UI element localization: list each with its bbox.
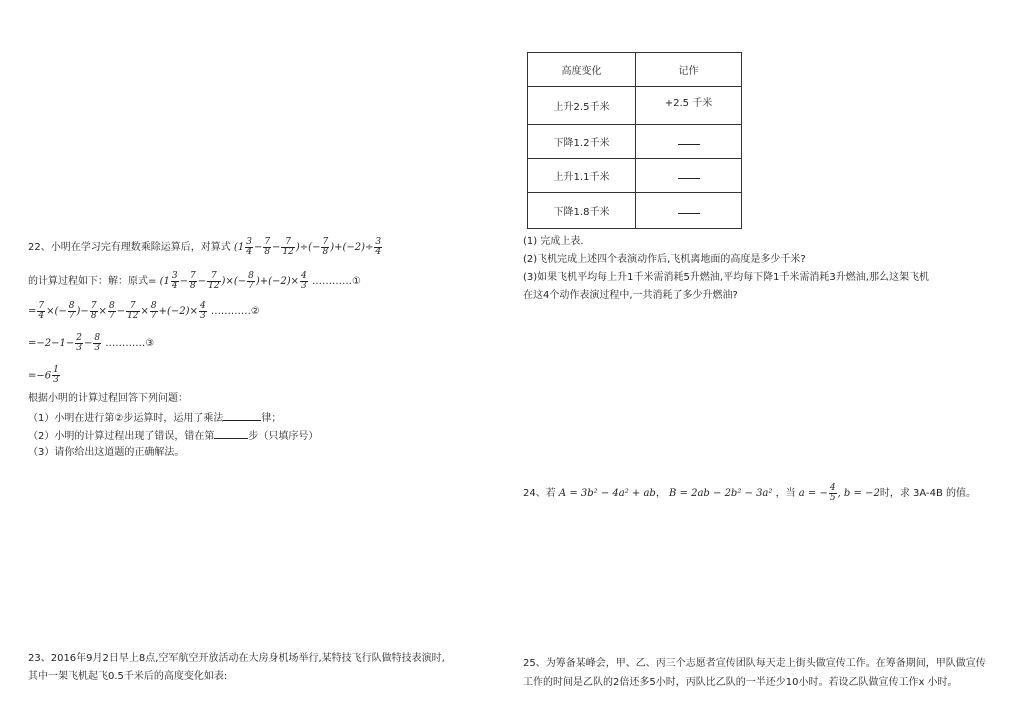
table-cell-record — [636, 87, 742, 125]
q22-sub2-tail: 步（只填序号） — [248, 431, 319, 442]
table-cell-change: 下降1.2千米 — [528, 125, 636, 159]
record-blank[interactable] — [678, 204, 700, 214]
q24-condition: a = − $\frac{4}{5}$ , b = −2 — [798, 483, 880, 503]
table-row — [528, 193, 742, 229]
q22-line4: =−2−1− $\frac{2}{3}$ − $\frac{8}{3}$ …………③ — [28, 333, 155, 353]
q22-line2: 的计算过程如下：解：原式= (1 $\frac{3}{4}$ − $\frac{7}{8}$ − $\frac{7}{12}$ )×(− $\frac{8}{7}$ )+(−2)× $\frac{4}{3}$ …………① — [28, 271, 361, 291]
q23-sub1: (1) 完成上表. — [523, 236, 584, 247]
table-cell-change: 上升1.1千米 — [528, 159, 636, 193]
q24-expression-a: A = 3b² − 4a² + ab — [558, 488, 656, 499]
step-marker-2: ② — [250, 306, 260, 317]
q22-sub2 — [28, 428, 318, 444]
q24-prefix: 24、若 — [523, 488, 556, 499]
q22-result: =−6 — [28, 370, 52, 382]
q22-calc-label: 的计算过程如下：解：原式= — [28, 276, 157, 287]
step-marker-3: ③ — [145, 338, 155, 349]
q22-step3: =−2−1− $\frac{2}{3}$ − $\frac{8}{3}$ — [28, 333, 101, 353]
table-cell-change: 下降1.8千米 — [528, 193, 636, 229]
q25-line2: 工作的时间是乙队的2倍还多5小时，丙队比乙队的一半还少10小时。若设乙队做宣传工作x 小时。 — [523, 677, 958, 688]
record-value: +2.5 千米 — [664, 98, 713, 109]
q25-line1: 25、为筹备某峰会，甲、乙、丙三个志愿者宣传团队每天走上街头做宣传工作。在筹备期间，甲队做宣传 — [523, 658, 986, 669]
q22-sub1 — [28, 410, 281, 426]
table-cell-record — [636, 159, 742, 193]
q22-expression: (1 $\frac{3}{4}$ − $\frac{7}{8}$ − $\frac{7}{12}$ )÷(− $\frac{7}{8}$ )+(−2)÷ $\frac{3}{4}$ — [233, 237, 382, 257]
q24-line: 24、若 A = 3b² − 4a² + ab， B = 2ab − 2b² − 3a² ，当 a = − $\frac{4}{5}$ , b = −2时，求 3A-4B 的值。 — [523, 483, 976, 503]
q24-expression-b: B = 2ab − 2b² − 3a² — [669, 488, 773, 499]
q22-sub2-text: （2）小明的计算过程出现了错误，错在第 — [28, 431, 215, 442]
answer-blank-1[interactable] — [223, 410, 261, 421]
q22-step1: (1 $\frac{3}{4}$ − $\frac{7}{8}$ − $\frac{7}{12}$ )×(− $\frac{8}{7}$ )+(−2)× $\frac{4}{3}$ — [159, 271, 307, 291]
table-header-record: 记作 — [636, 53, 742, 87]
q22-sub3: （3）请你给出这道题的正确解法。 — [28, 447, 185, 458]
table-row — [528, 125, 742, 159]
q24-tail: 时，求 3A-4B 的值。 — [879, 488, 976, 499]
q22-intro: 22、小明在学习完有理数乘除运算后，对算式 — [28, 242, 231, 253]
q22-step2: = $\frac{7}{4}$ ×(− $\frac{8}{7}$ )− $\frac{7}{8}$ × $\frac{8}{7}$ − $\frac{7}{12}$ × $\frac{8}{7}$ +(−2)× $\frac{4}{3}$ — [28, 301, 206, 321]
q22-line5 — [28, 366, 61, 385]
table-cell-record — [636, 193, 742, 229]
answer-blank-2[interactable] — [214, 428, 248, 439]
altitude-table — [527, 52, 742, 229]
table-header-change: 高度变化 — [528, 53, 636, 87]
q23-sub3a: (3)如果飞机平均每上升1千米需消耗5升燃油,平均每下降1千米需消耗3升燃油,那么这架飞机 — [523, 272, 929, 283]
q22-result-frac: $\frac{1}{3}$ — [53, 365, 59, 385]
q23-sub3b: 在这4个动作表演过程中,一共消耗了多少升燃油? — [523, 290, 738, 301]
record-blank[interactable] — [678, 169, 700, 179]
q23-line2: 其中一架飞机起飞0.5千米后的高度变化如表: — [28, 671, 228, 682]
table-header-row — [528, 53, 742, 87]
record-blank[interactable] — [678, 135, 700, 145]
q22-prompt: 根据小明的计算过程回答下列问题： — [28, 393, 188, 404]
q22-line1 — [28, 238, 383, 257]
table-cell-change: 上升2.5千米 — [528, 87, 636, 125]
table-cell-record — [636, 125, 742, 159]
table-row — [528, 87, 742, 125]
q22-sub1-tail: 律； — [261, 413, 282, 424]
table-row — [528, 159, 742, 193]
q23-sub2: (2)飞机完成上述四个表演动作后,飞机离地面的高度是多少千米? — [523, 254, 806, 265]
q23-line1: 23、2016年9月2日早上8点,空军航空开放活动在大房身机场举行,某特技飞行队做特技表演时, — [28, 653, 445, 664]
q22-line3: = $\frac{7}{4}$ ×(− $\frac{8}{7}$ )− $\frac{7}{8}$ × $\frac{8}{7}$ − $\frac{7}{12}$ × $\frac{8}{7}$ +(−2)× $\frac{4}{3}$ …………② — [28, 301, 260, 321]
step-marker-1: ① — [351, 276, 361, 287]
q22-sub1-text: （1）小明在进行第②步运算时，运用了乘法 — [28, 413, 224, 424]
